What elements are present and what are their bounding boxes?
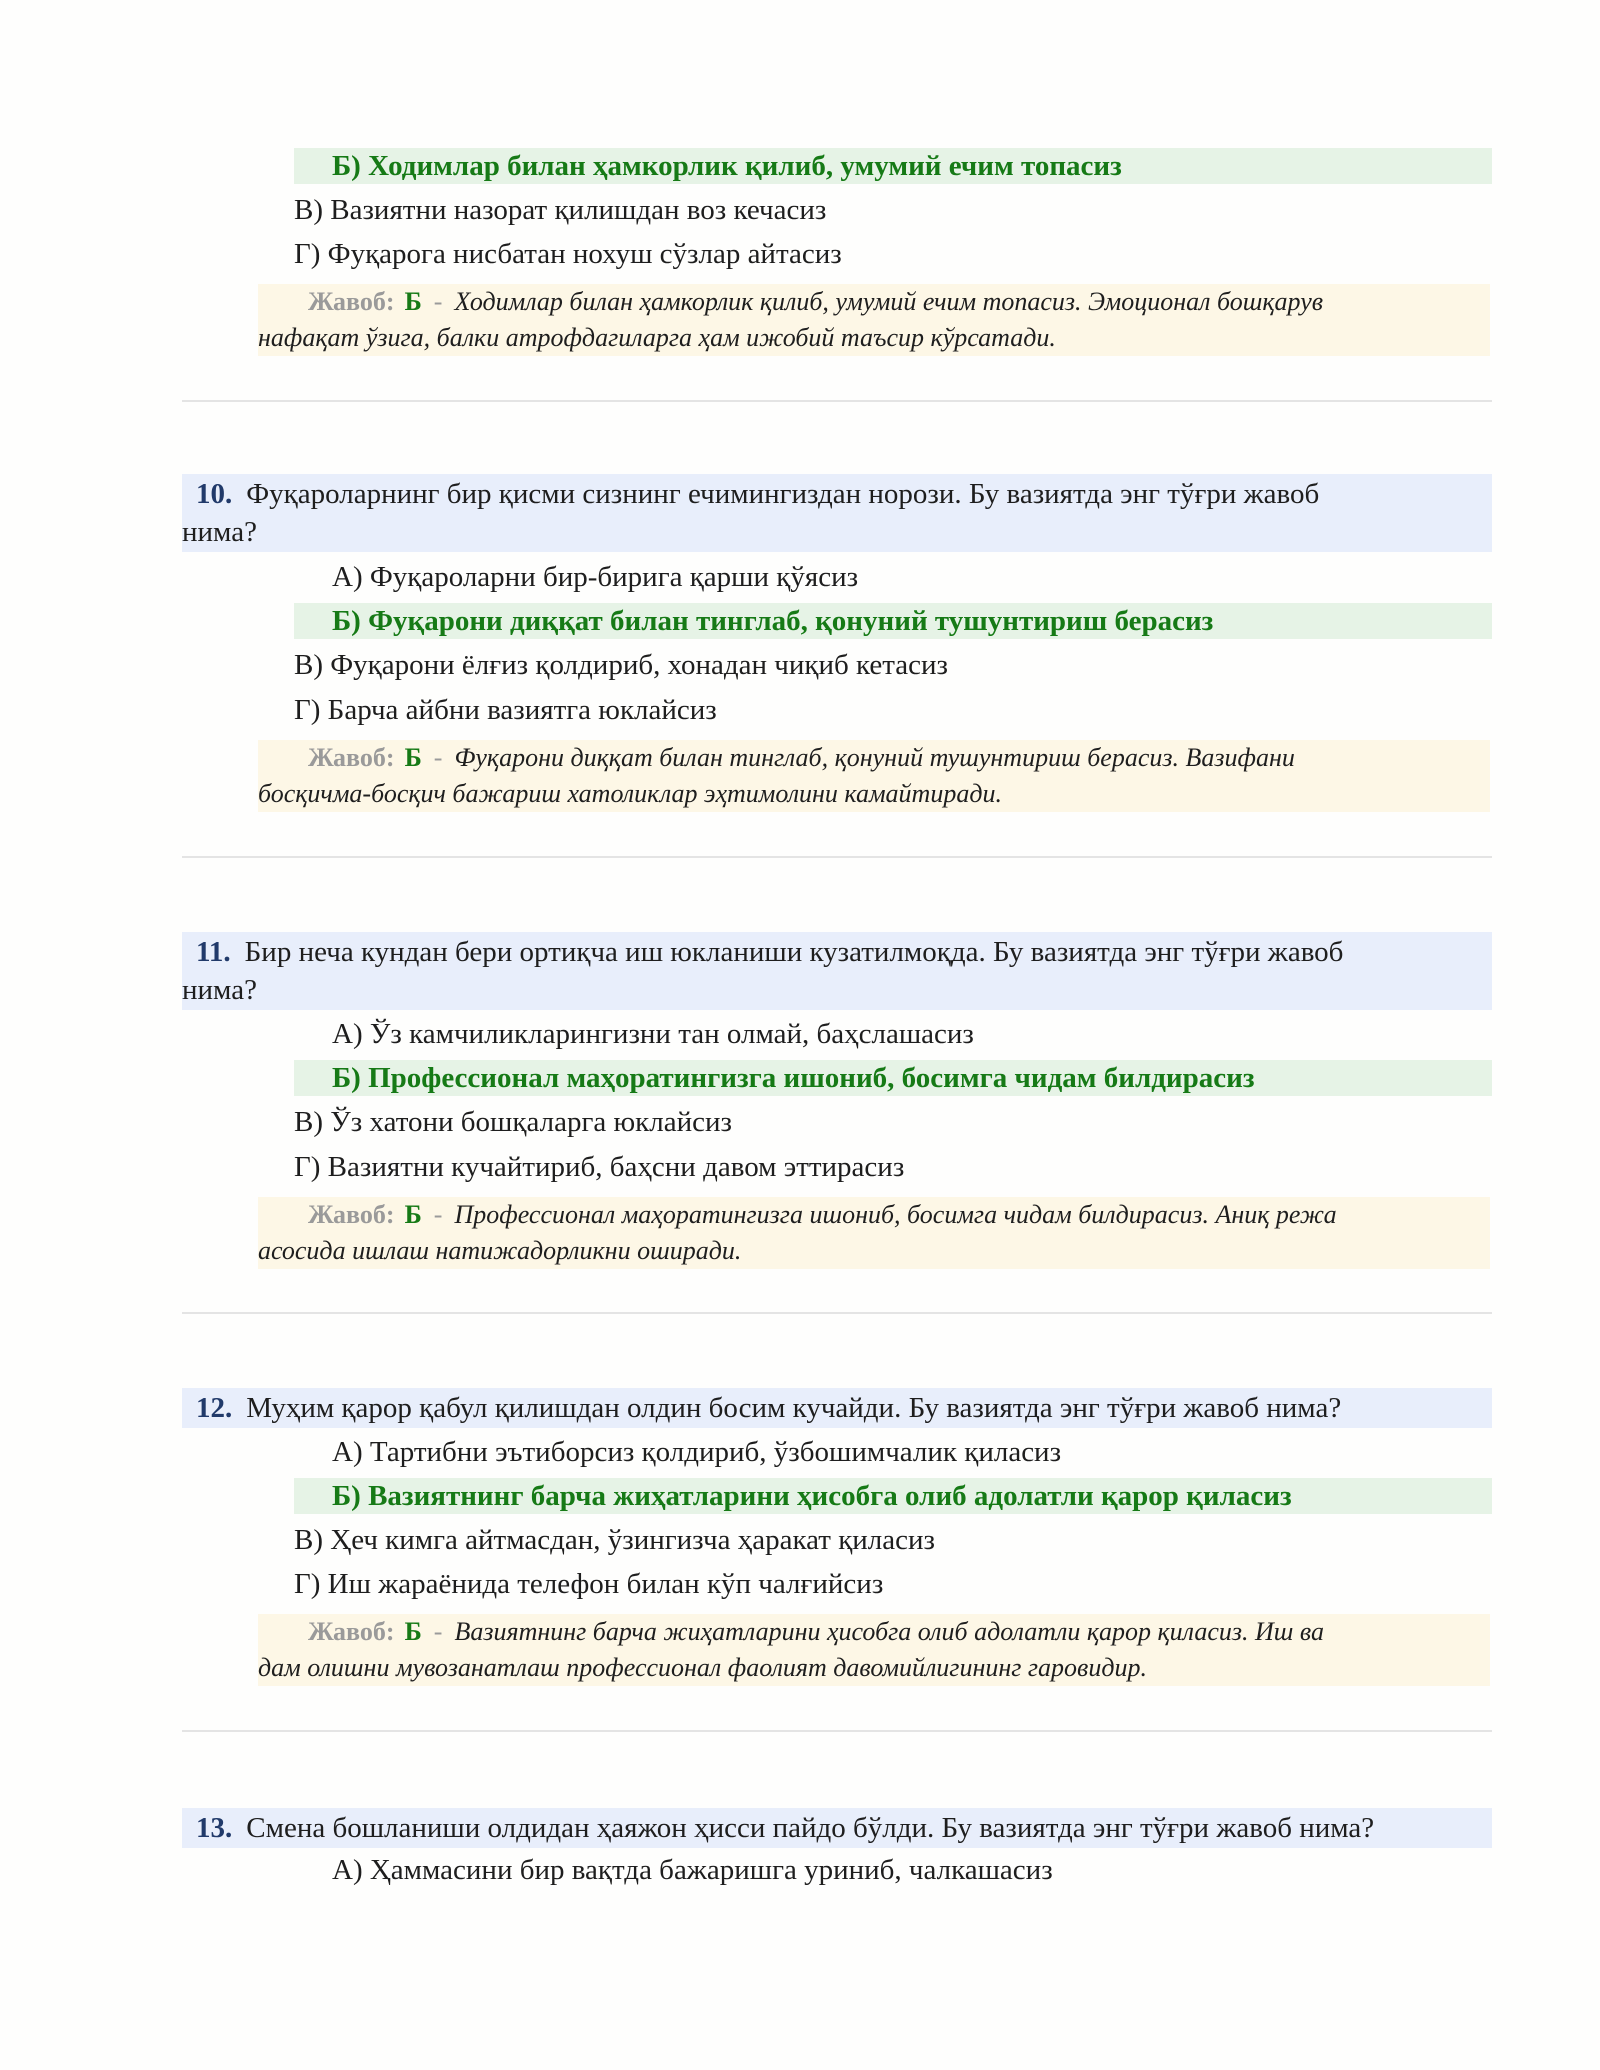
q10-answer-line1: [308, 740, 1295, 776]
q10-answer-key: Б: [404, 743, 422, 772]
q11-answer-text1: Профессионал маҳоратингизга ишониб, босимга чидам билдирасиз. Аниқ режа: [454, 1200, 1337, 1229]
q12-question-text1: Муҳим қарор қабул қилишдан олдин босим кучайди. Бу вазиятда энг тўғри жавоб нима?: [246, 1392, 1342, 1424]
q10-question-line2: нима?: [182, 516, 257, 548]
q10-answer-box: [258, 740, 1490, 812]
q9-answer-key: Б: [404, 287, 422, 316]
q12-answer-text1: Вазиятнинг барча жиҳатларини ҳисобга олиб адолатли қарор қиласиз. Иш ва: [454, 1617, 1325, 1646]
q9-option-b-text: Б) Ходимлар билан ҳамкорлик қилиб, умумий ечим топасиз: [332, 150, 1122, 182]
divider: [182, 400, 1492, 402]
q11-answer-label: Жавоб:: [308, 1200, 395, 1229]
q10-option-g: Г) Барча айбни вазиятга юклайсиз: [294, 694, 717, 726]
q12-answer-label: Жавоб:: [308, 1617, 395, 1646]
q11-number: 11.: [196, 936, 231, 968]
q12-option-b-correct: [294, 1478, 1492, 1514]
q10-option-a: А) Фуқароларни бир-бирига қарши қўясиз: [332, 561, 859, 593]
q11-question-text1: Бир неча кундан бери ортиқча иш юкланиши кузатилмоқда. Бу вазиятда энг тўғри жавоб: [244, 936, 1344, 968]
q13-number: 13.: [196, 1812, 233, 1844]
q9-answer-dash: -: [433, 287, 443, 316]
q11-option-v: В) Ўз хатони бошқаларга юклайсиз: [294, 1106, 732, 1138]
q11-question-line1: [196, 934, 1343, 970]
q10-option-v: В) Фуқарони ёлғиз қолдириб, хонадан чиқиб кетасиз: [294, 649, 948, 681]
q11-answer-box: [258, 1197, 1490, 1269]
q9-answer-text1: Ходимлар билан ҳамкорлик қилиб, умумий ечим топасиз. Эмоционал бошқарув: [454, 287, 1324, 316]
q10-answer-text2: босқичма-босқич бажариш хатоликлар эҳтимолини камайтиради.: [258, 779, 1002, 808]
q9-answer-text2: нафақат ўзига, балки атрофдагиларга ҳам ижобий таъсир кўрсатади.: [258, 323, 1056, 352]
q10-option-b-text: Б) Фуқарони диққат билан тинглаб, қонуний тушунтириш берасиз: [332, 605, 1214, 637]
q9-answer-line1: [308, 284, 1323, 320]
q11-answer-dash: -: [433, 1200, 443, 1229]
q13-question-text1: Смена бошланиши олдидан ҳаяжон ҳисси пайдо бўлди. Бу вазиятда энг тўғри жавоб нима?: [246, 1812, 1375, 1844]
q11-question-line2: нима?: [182, 974, 257, 1006]
q11-answer-key: Б: [404, 1200, 422, 1229]
q12-answer-text2: дам олишни мувозанатлаш профессионал фаолият давомийлигининг гаровидир.: [258, 1653, 1147, 1682]
q9-option-b-correct: [294, 148, 1492, 184]
q13-option-a: А) Ҳаммасини бир вақтда бажаришга уриниб, чалкашасиз: [332, 1854, 1053, 1886]
q12-question-line1: [196, 1390, 1341, 1426]
q9-option-g: Г) Фуқарога нисбатан нохуш сўзлар айтасиз: [294, 238, 842, 270]
q10-answer-text1: Фуқарони диққат билан тинглаб, қонуний тушунтириш берасиз. Вазифани: [454, 743, 1295, 772]
q12-option-b-text: Б) Вазиятнинг барча жиҳатларини ҳисобга олиб адолатли қарор қиласиз: [332, 1480, 1292, 1512]
q11-option-b-text: Б) Профессионал маҳоратингизга ишониб, босимга чидам билдирасиз: [332, 1062, 1255, 1094]
q12-number: 12.: [196, 1392, 233, 1424]
q12-answer-key: Б: [404, 1617, 422, 1646]
q9-answer-box: [258, 284, 1490, 356]
q9-option-v: В) Вазиятни назорат қилишдан воз кечасиз: [294, 194, 827, 226]
divider: [182, 1312, 1492, 1314]
q10-number: 10.: [196, 478, 233, 510]
q10-answer-dash: -: [433, 743, 443, 772]
q11-option-g: Г) Вазиятни кучайтириб, баҳсни давом эттирасиз: [294, 1151, 905, 1183]
q9-answer-label: Жавоб:: [308, 287, 395, 316]
q11-answer-line1: [308, 1197, 1337, 1233]
divider: [182, 856, 1492, 858]
q12-option-g: Г) Иш жараёнида телефон билан кўп чалғийсиз: [294, 1568, 884, 1600]
q12-option-a: А) Тартибни эътиборсиз қолдириб, ўзбошимчалик қиласиз: [332, 1436, 1062, 1468]
q10-answer-label: Жавоб:: [308, 743, 395, 772]
q12-answer-line1: [308, 1614, 1324, 1650]
q12-answer-box: [258, 1614, 1490, 1686]
q12-answer-dash: -: [433, 1617, 443, 1646]
q13-question-line1: [196, 1810, 1374, 1846]
q11-option-a: А) Ўз камчиликларингизни тан олмай, баҳслашасиз: [332, 1018, 974, 1050]
q10-question-line1: [196, 476, 1319, 512]
q11-option-b-correct: [294, 1060, 1492, 1096]
q10-question-text1: Фуқароларнинг бир қисми сизнинг ечимингиздан норози. Бу вазиятда энг тўғри жавоб: [246, 478, 1320, 510]
q10-option-b-correct: [294, 603, 1492, 639]
divider: [182, 1730, 1492, 1732]
q11-answer-text2: асосида ишлаш натижадорликни оширади.: [258, 1236, 742, 1265]
q12-option-v: В) Ҳеч кимга айтмасдан, ўзингизча ҳаракат қиласиз: [294, 1524, 935, 1556]
